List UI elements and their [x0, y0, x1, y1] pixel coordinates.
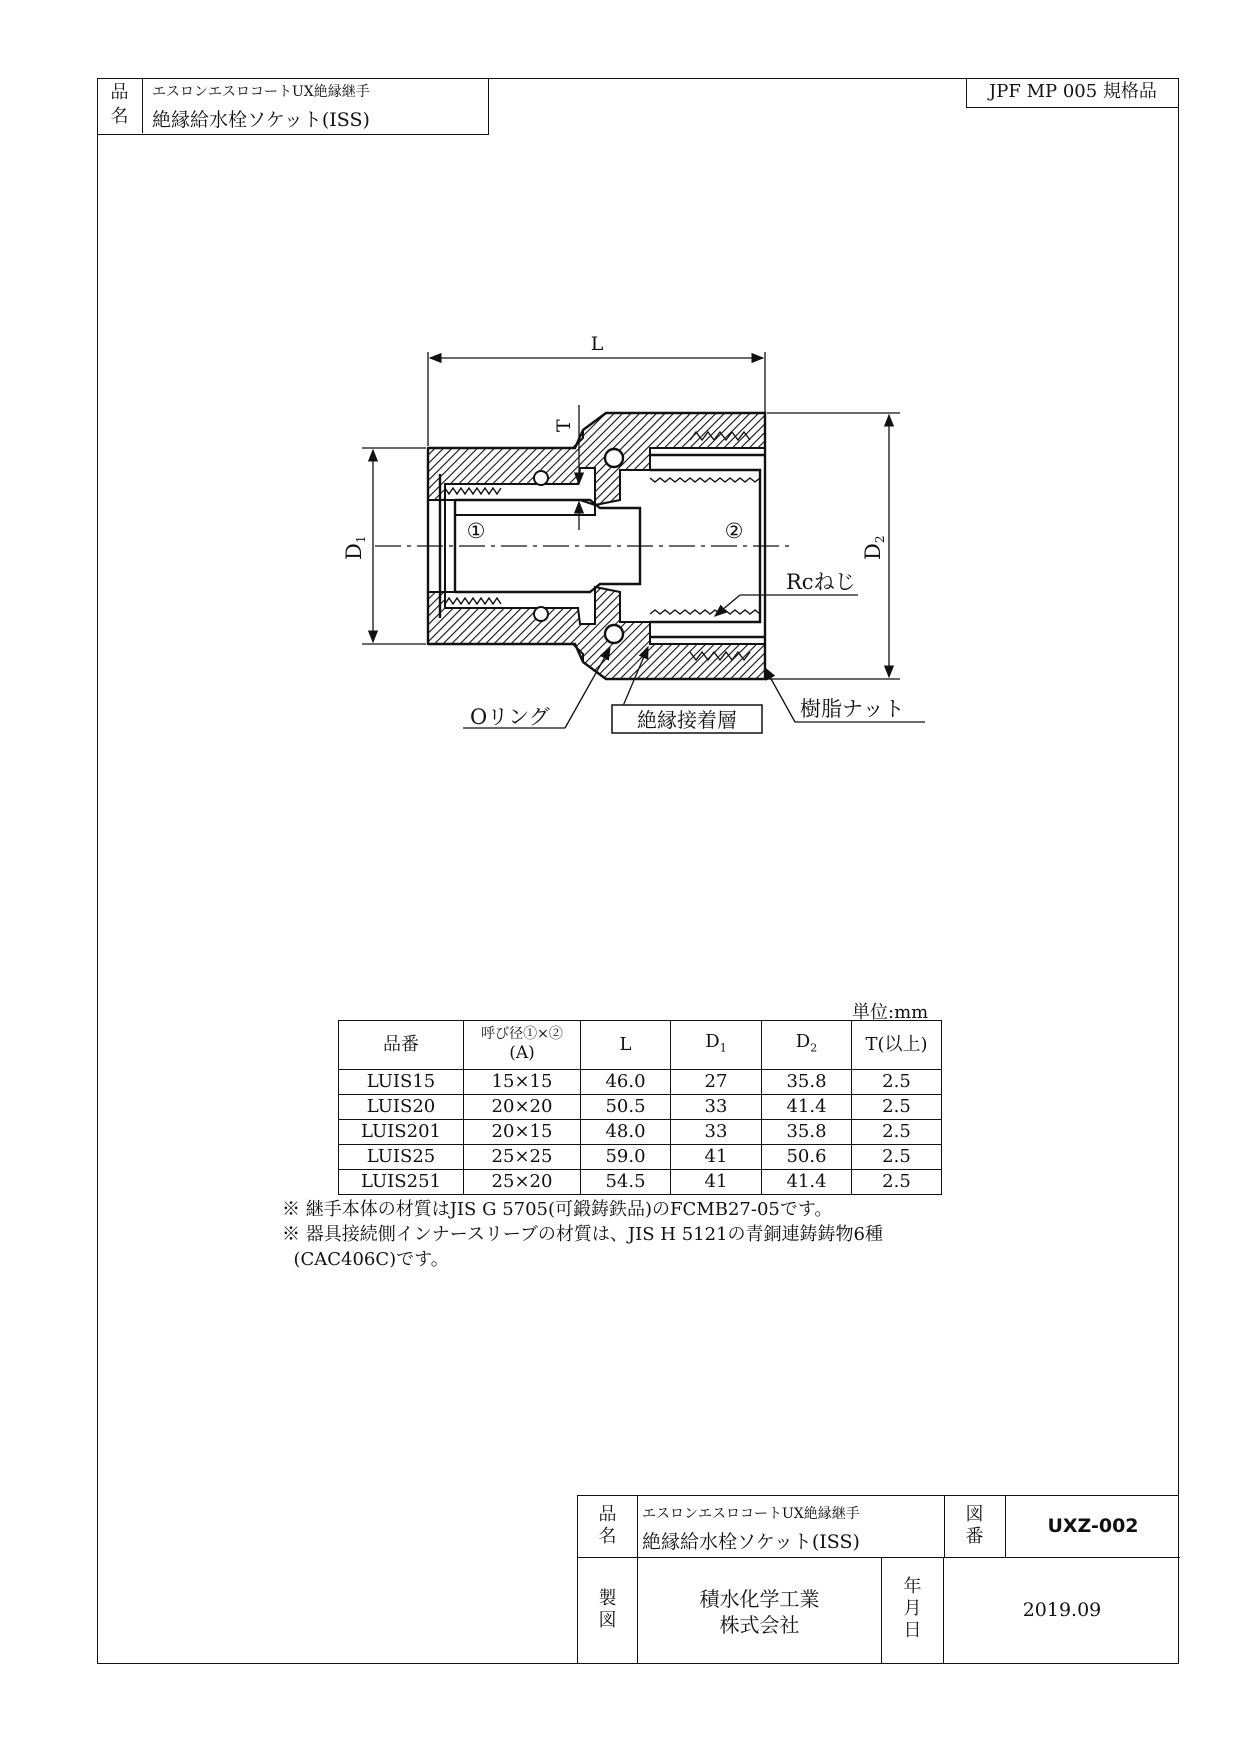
table-row: LUIS20 20×20 50.5 33 41.4 2.5	[339, 1095, 942, 1120]
header-L: L	[581, 1021, 671, 1070]
note-line: ※ 継手本体の材質はJIS G 5705(可鍛鋳鉄品)のFCMB27-05です。	[282, 1199, 833, 1220]
tb-product-name: 絶縁給水栓ソケット(ISS)	[642, 1531, 860, 1553]
dim-D2-label: D2	[861, 535, 887, 560]
dim-T-label: T	[553, 419, 575, 432]
tb-zuban-label: 図 番	[944, 1496, 1006, 1558]
header-T: T(以上)	[852, 1021, 942, 1070]
o-ring-callout: Oリング	[470, 705, 550, 729]
table-row: LUIS15 15×15 46.0 27 35.8 2.5	[339, 1070, 942, 1095]
title-block	[577, 1495, 1179, 1664]
rc-thread-callout: Rcねじ	[786, 570, 856, 594]
product-name: 絶縁給水栓ソケット(ISS)	[152, 109, 370, 131]
unit-label: 単位:mm	[852, 1002, 929, 1023]
tb-drawing-number: UXZ-002	[1006, 1496, 1180, 1558]
dim-L-label: L	[590, 333, 604, 355]
table-row: LUIS251 25×20 54.5 41 41.4 2.5	[339, 1170, 942, 1195]
insulation-layer-callout: 絶縁接着層	[637, 708, 737, 732]
tb-date-label: 年 月 日	[882, 1558, 944, 1663]
o-ring-lower	[605, 625, 623, 643]
resin-nut-callout: 樹脂ナット	[800, 697, 905, 721]
hinmei-label: 品 名	[97, 78, 143, 133]
port-2-label: ②	[724, 519, 744, 543]
port-1-label: ①	[466, 519, 486, 543]
tb-date: 2019.09	[1022, 1599, 1102, 1621]
tb-hinmei-label: 品 名	[578, 1496, 638, 1558]
material-notes	[282, 1197, 883, 1272]
o-ring-upper	[605, 449, 623, 467]
standard-label: JPF MP 005 規格品	[966, 78, 1179, 108]
tb-company: 積水化学工業 株式会社	[638, 1558, 882, 1663]
note-line: ※ 器具接続側インナースリーブの材質は、JIS H 5121の青銅連鋳鋳物6種	[282, 1224, 883, 1245]
tb-seizu-label: 製 図	[578, 1558, 638, 1663]
table-row: LUIS25 25×25 59.0 41 50.6 2.5	[339, 1145, 942, 1170]
table-row: LUIS201 20×15 48.0 33 35.8 2.5	[339, 1120, 942, 1145]
spec-table	[338, 1020, 942, 1195]
dim-D1-label: D1	[342, 535, 368, 560]
header-D2: $D_2$	[762, 1021, 852, 1070]
tb-product-line: エスロンエスロコートUX絶縁継手	[642, 1506, 860, 1522]
header-code: 品番	[339, 1021, 464, 1070]
product-line: エスロンエスロコートUX絶縁継手	[152, 84, 370, 100]
note-line: (CAC406C)です。	[282, 1249, 449, 1270]
table-header-row	[339, 1021, 942, 1070]
header-nominal: 呼び径①×② (A)	[464, 1021, 581, 1070]
header-D1: $D_1$	[671, 1021, 762, 1070]
